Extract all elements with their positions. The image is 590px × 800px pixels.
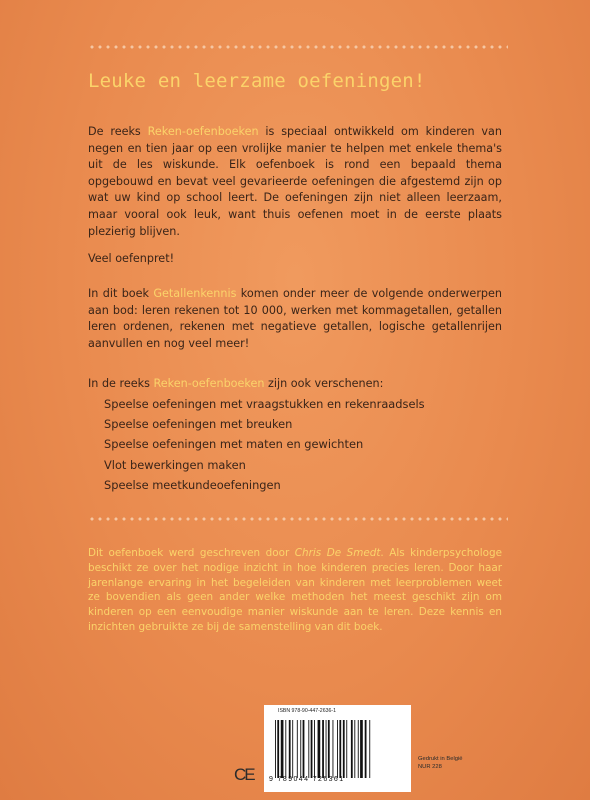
printed-country: Gedrukt in België — [418, 756, 463, 762]
barcode-icon — [275, 720, 399, 778]
book-topics-paragraph: In dit boek Getallenkennis komen onder meer de volgende onderwerpen aan bod: leren rekenen tot 10 000, werken met kommagetallen, getallen leren ordenen, rekenen met negatieve getallen, logische getallenrijen aanvullen en nog veel meer! — [88, 287, 502, 350]
book-name-highlight: Getallenkennis — [153, 287, 237, 300]
nur-code: NUR 228 — [418, 764, 442, 770]
fun-line: Veel oefenpret! — [88, 252, 175, 265]
list-item: Speelse oefeningen met breuken — [104, 417, 293, 432]
ce-mark-icon: CE — [234, 765, 254, 784]
list-item: Vlot bewerkingen maken — [104, 457, 246, 472]
isbn-text: ISBN 978-90-447-2636-1 — [278, 708, 336, 714]
list-item: Speelse meetkundeoefeningen — [104, 477, 281, 492]
series-name-highlight-2: Reken-oefenboeken — [153, 377, 265, 390]
middle-dotted-divider — [88, 517, 508, 521]
series-intro-line: In de reeks Reken-oefenboeken zijn ook verschenen: — [88, 377, 384, 390]
list-item: Speelse oefeningen met maten en gewichten — [104, 437, 364, 452]
page-title: Leuke en leerzame oefeningen! — [88, 70, 426, 92]
author-bio: Dit oefenboek werd geschreven door Chris De Smedt. Als kinderpsychologe beschikt ze over het nodige inzicht in hoe kinderen precies leren. Door haar jarenlange ervaring in het begeleiden van kinderen met leerproblemen weet ze bovendien als geen ander welke methoden het meest geschikt zijn om kinderen op een eenvoudige manier wiskunde aan te leren. Deze kennis en inzichten gebruikte ze bij de samenstelling van dit boek. — [88, 547, 502, 633]
intro-paragraph: De reeks Reken-oefenboeken is speciaal ontwikkeld om kinderen van negen en tien jaar op een vrolijke manier te helpen met enkele thema's uit de les wiskunde. Elk oefenboek is rond een bepaald thema opgebouwd en bevat veel gevarieerde oefeningen die afgestemd zijn op wat uw kind op school leert. De oefeningen zijn niet alleen leerzaam, maar vooral ook leuk, want thuis oefenen moet in de eerste plaats plezierig blijven. — [88, 125, 502, 238]
series-list — [104, 394, 504, 495]
series-name-highlight: Reken-oefenboeken — [147, 125, 259, 138]
author-name: Chris De Smedt — [294, 547, 381, 559]
barcode-label — [264, 705, 411, 792]
ean-number: 9 789044 726361 — [269, 776, 345, 783]
top-dotted-divider — [88, 45, 508, 49]
list-item: Speelse oefeningen met vraagstukken en rekenraadsels — [104, 397, 425, 411]
print-info — [418, 755, 462, 771]
